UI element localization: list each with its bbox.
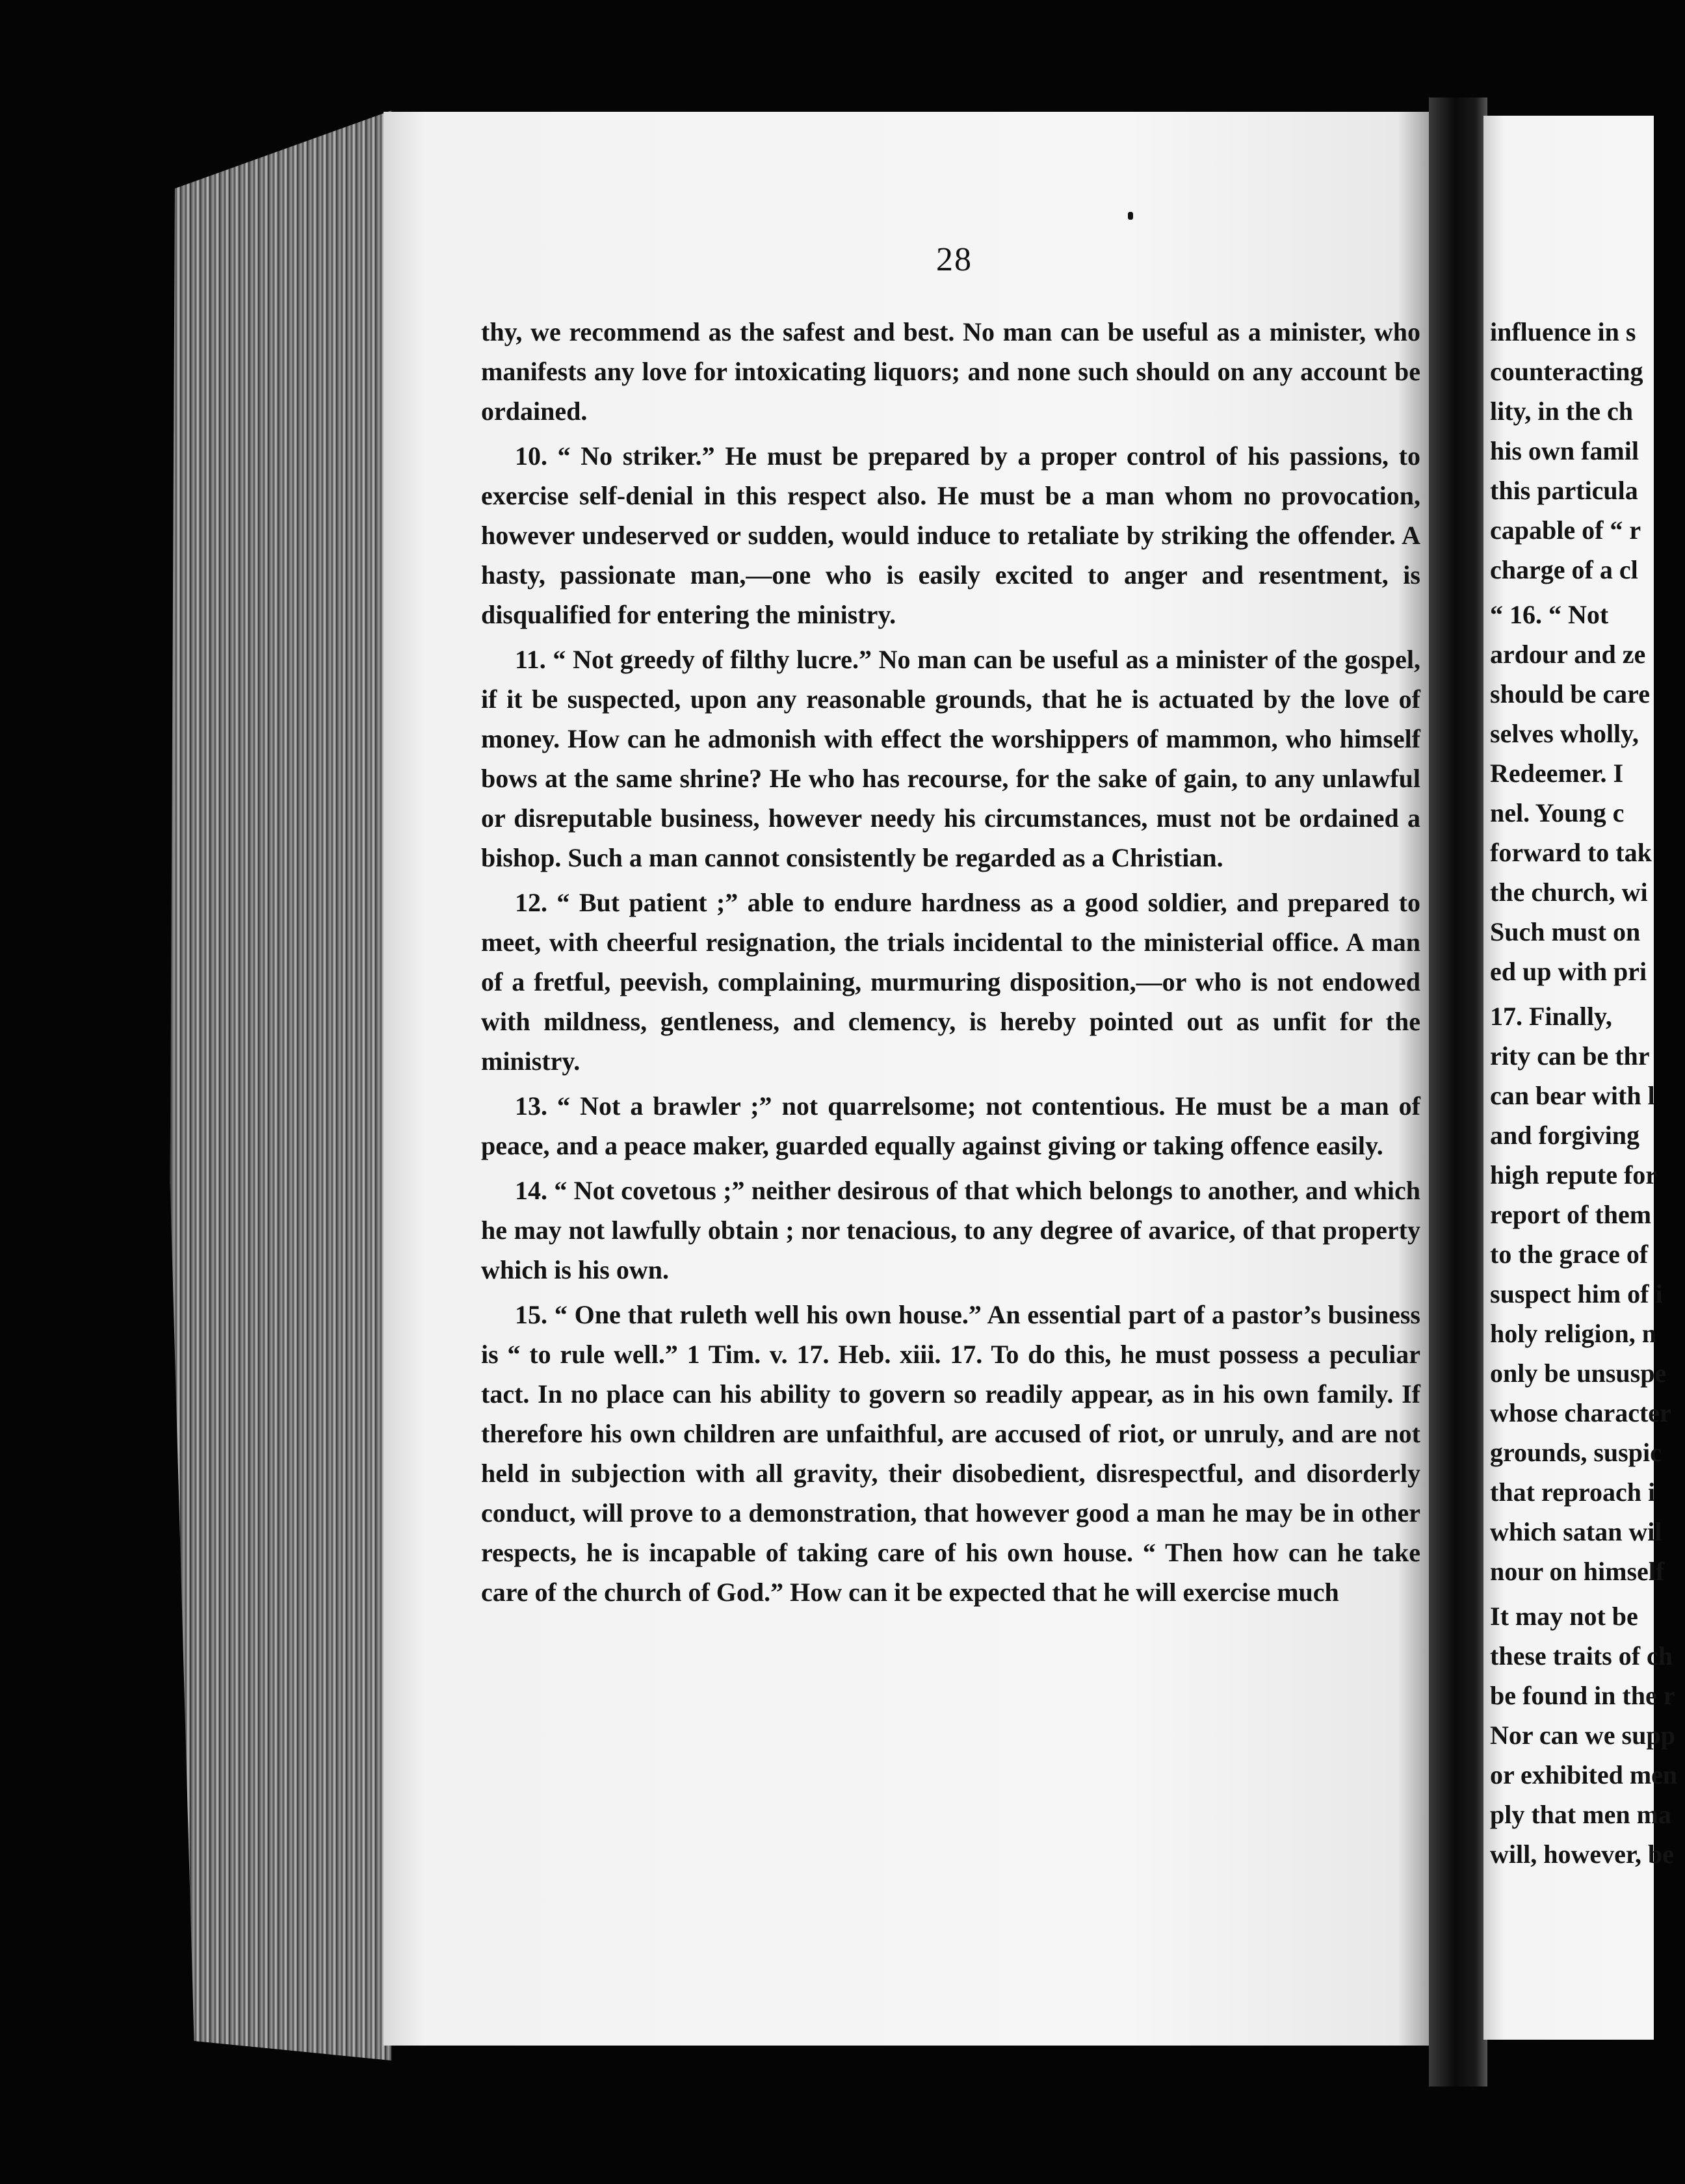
facing-page-line: can bear with l: [1490, 1081, 1655, 1110]
facing-page-line: influence in s: [1490, 317, 1636, 346]
facing-page-line: charge of a cl: [1490, 555, 1638, 584]
paragraph-12: 12. “ But patient ;” able to endure hardness as a good soldier, and prepared to meet, with cheerful resignation, the trials incidental to the ministerial office. A man of a fretful, peevish, complaining, murmuring disposition,—or who is not endowed with mildness, gentleness, and clemency, is hereby pointed out as unfit for the ministry.: [481, 888, 1420, 1076]
facing-page-line: only be unsuspe: [1490, 1358, 1667, 1388]
facing-page-line: Nor can we supp: [1490, 1721, 1675, 1750]
facing-page-line: rity can be thr: [1490, 1041, 1650, 1071]
ink-speck: [1128, 212, 1133, 220]
facing-page-line: high repute for: [1490, 1160, 1658, 1190]
paragraph-14: 14. “ Not covetous ;” neither desirous of that which belongs to another, and which he may not lawfully obtain ; nor tenacious, to any degree of avarice, of that property which is his own.: [481, 1176, 1420, 1284]
paragraph-13: 13. “ Not a brawler ;” not quarrelsome; not contentious. He must be a man of peace, and a peace maker, guarded equally against giving or taking offence easily.: [481, 1091, 1420, 1160]
facing-page-line: holy religion, n: [1490, 1319, 1656, 1348]
facing-page-line: and forgiving: [1490, 1121, 1640, 1150]
facing-page-line: suspect him of i: [1490, 1279, 1663, 1308]
paragraph-15: 15. “ One that ruleth well his own house.” An essential part of a pastor’s business is “ to rule well.” 1 Tim. v. 17. Heb. xiii. 17. To do this, he must possess a peculiar tact. In no place can his ability to govern so readily appear, as in his own family. If therefore his own children are unfaithful, are accused of riot, or unruly, and are not held in subjection with all gravity, their disobedient, disrespectful, and disorderly conduct, will prove to a demonstration, that however good a man he may be in other respects, he is incapable of taking care of his own house. “ Then how can he take care of the church of God.” How can it be expected that he will exercise much: [481, 1300, 1420, 1607]
facing-page-line: report of them: [1490, 1200, 1652, 1229]
facing-page-line: lity, in the ch: [1490, 396, 1634, 426]
facing-page-line: should be care: [1490, 679, 1650, 708]
facing-page-line: ply that men ma: [1490, 1800, 1671, 1829]
paragraph-10: 10. “ No striker.” He must be prepared by a proper control of his passions, to exercise self-denial in this respect also. He must be a man whom no provocation, however undeserved or sudden, would induce to retaliate by striking the offender. A hasty, passionate man,—one who is easily excited to anger and resentment, is disqualified for entering the ministry.: [481, 441, 1420, 629]
facing-page-line: counteracting: [1490, 357, 1643, 386]
page-number: 28: [936, 241, 973, 278]
facing-page-line: will, however, be: [1490, 1840, 1674, 1869]
facing-page-line: his own famil: [1490, 436, 1639, 465]
facing-page-text: [1490, 312, 1685, 1874]
left-page-text: [481, 312, 1420, 1617]
facing-page-line: forward to tak: [1490, 838, 1652, 867]
facing-page-line: nel. Young c: [1490, 798, 1625, 827]
facing-page-line: Such must on: [1490, 917, 1641, 946]
facing-page-line: the church, wi: [1490, 878, 1648, 907]
facing-page-line: capable of “ r: [1490, 515, 1641, 545]
facing-page-line: selves wholly,: [1490, 719, 1639, 748]
facing-page-line: 17. Finally,: [1490, 1002, 1612, 1031]
facing-page-line: or exhibited men: [1490, 1760, 1678, 1789]
facing-page-line: to the grace of: [1490, 1240, 1649, 1269]
book-gutter: [1429, 98, 1487, 2086]
facing-page-line: be found in the r: [1490, 1681, 1675, 1710]
page-edges: [151, 110, 391, 2060]
facing-page-line: this particula: [1490, 476, 1638, 505]
facing-page-line: these traits of ch: [1490, 1641, 1673, 1670]
facing-page-line: ed up with pri: [1490, 957, 1647, 986]
facing-page-line: which satan wil: [1490, 1517, 1662, 1546]
facing-page-line: ardour and ze: [1490, 640, 1646, 669]
facing-page-line: that reproach i: [1490, 1477, 1656, 1507]
facing-page-line: It may not be: [1490, 1602, 1638, 1631]
facing-page-line: Redeemer. I: [1490, 759, 1624, 788]
facing-page-line: nour on himself: [1490, 1557, 1665, 1586]
paragraph-11: 11. “ Not greedy of filthy lucre.” No man can be useful as a minister of the gospel, if it be suspected, upon any reasonable grounds, that he is actuated by the love of money. How can he admonish with effect the worshippers of mammon, who himself bows at the same shrine? He who has recourse, for the sake of gain, to any unlawful or disreputable business, however needy his circumstances, must not be ordained a bishop. Such a man cannot consistently be regarded as a Christian.: [481, 645, 1420, 872]
facing-page-line: whose character: [1490, 1398, 1671, 1427]
paragraph-continued: thy, we recommend as the safest and best. No man can be useful as a minister, who manifests any love for intoxicating liquors; and none such should on any account be ordained.: [481, 317, 1420, 426]
facing-page-line: “ 16. “ Not: [1490, 600, 1609, 629]
facing-page-line: grounds, suspic: [1490, 1438, 1662, 1467]
